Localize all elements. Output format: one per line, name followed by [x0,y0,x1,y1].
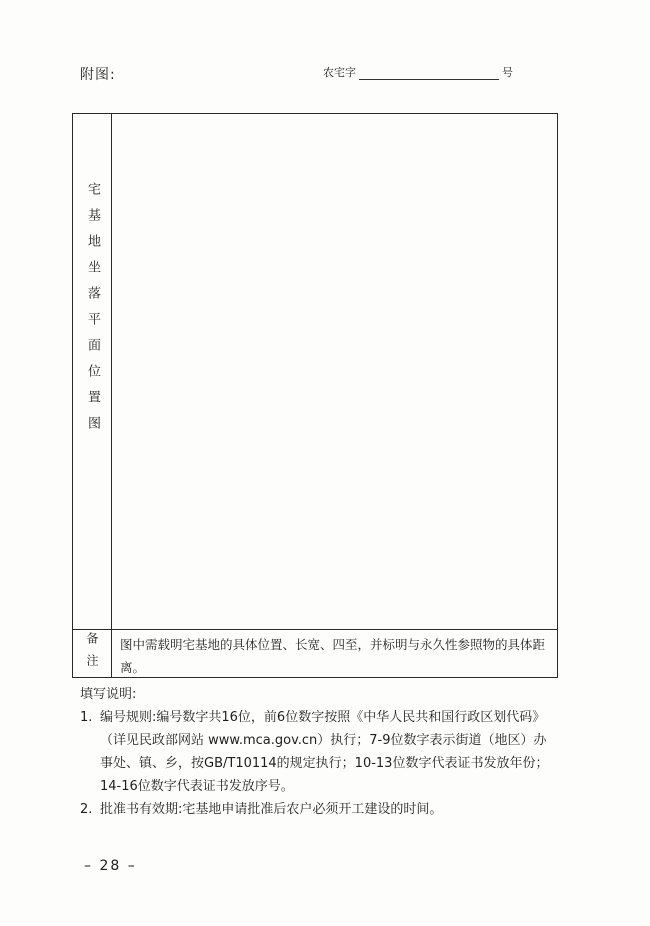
cert-suffix: 号 [502,66,513,79]
note-text: 图中需载明宅基地的具体位置、长宽、四至，并标明与永久性参照物的具体距离。 [120,637,546,675]
instruction-item [80,706,550,798]
instruction-item [80,798,550,821]
certificate-number-line [323,64,513,80]
instruction-number: 1. [80,710,93,725]
instruction-text: 批准书有效期:宅基地申请批准后农户必须开工建设的时间。 [100,802,443,817]
instruction-number: 2. [80,802,93,817]
site-plan-label: 宅基地坐落平面位置图 [85,182,100,442]
cert-prefix: 农宅字 [323,66,356,79]
page-number: – 28 – [84,858,137,874]
site-plan-drawing-area [112,114,557,629]
note-label: 备注 [85,632,99,676]
cert-number-blank [359,67,499,80]
attachment-label: 附图: [80,67,116,83]
instructions [80,683,550,821]
form-row-divider [73,629,557,630]
site-plan-form [72,113,558,678]
instruction-text: 编号规则:编号数字共16位，前6位数字按照《中华人民共和国行政区划代码》（详见民政部网站 www.mca.gov.cn）执行；7-9位数字表示街道（地区）办事处、镇、乡，按GB/T10114的规定执行；10-13位数字代表证书发放年份；14-16位数字代表证书发放序号。 [100,710,549,794]
instructions-title: 填写说明: [80,687,137,702]
